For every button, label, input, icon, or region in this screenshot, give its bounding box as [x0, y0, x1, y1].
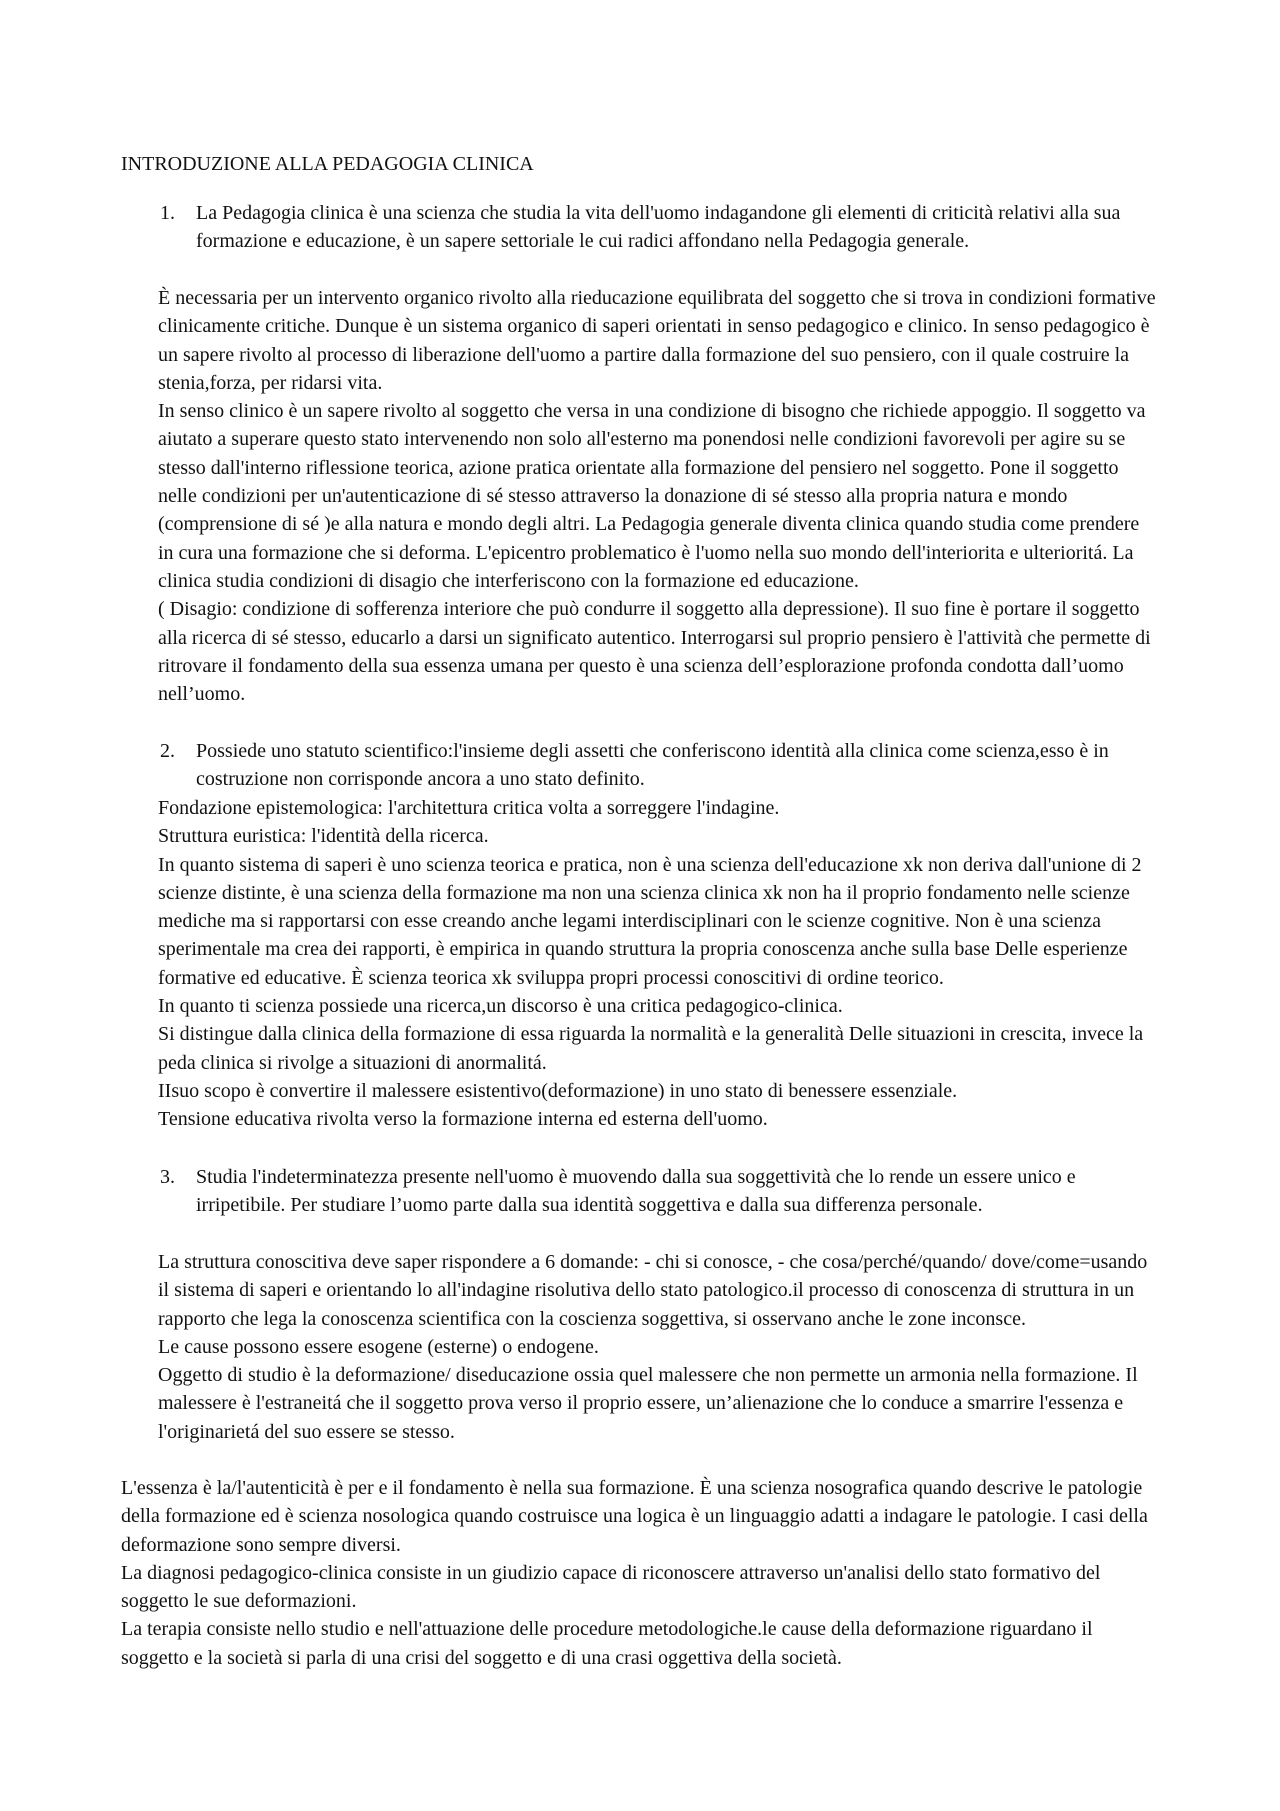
list-item-text: Studia l'indeterminatezza presente nell'uomo è muovendo dalla sua soggettività che lo rende un essere unico e irripetibile. Per studiare l’uomo parte dalla sua identità soggettiva e dalla sua differenza personale.	[196, 1166, 1076, 1217]
section-2-body	[158, 794, 1158, 1134]
paragraph: È necessaria per un intervento organico rivolto alla rieducazione equilibrata del soggetto che si trova in condizioni formative clinicamente critiche. Dunque è un sistema organico di saperi orientati in senso pedagogico e clinico. In senso pedagogico è un sapere rivolto al processo di liberazione dell'uomo a partire dalla formazione del suo pensiero, con il quale costruire la stenia,forza, per ridarsi vita.	[158, 287, 1156, 394]
list-item-number: 1.	[160, 202, 175, 224]
paragraph: La struttura conoscitiva deve saper rispondere a 6 domande: - chi si conosce, - che cosa/perché/quando/ dove/come=usando il sistema di saperi e orientando lo all'indagine risolutiva dello stato patologico.il processo di conoscenza di struttura in un rapporto che lega la conoscenza scientifica con la coscienza soggettiva, si osservano anche le zone inconsce.	[158, 1251, 1148, 1330]
paragraph: In quanto ti scienza possiede una ricerca,un discorso è una critica pedagogico-clinica.	[158, 995, 843, 1018]
paragraph: Tensione educativa rivolta verso la formazione interna ed esterna dell'uomo.	[158, 1108, 768, 1131]
paragraph: L'essenza è la/l'autenticità è per e il fondamento è nella sua formazione. È una scienza nosografica quando descrive le patologie della formazione ed è scienza nosologica quando costruisce una logica è un linguaggio adatti a indagare le patologie. I casi della deformazione sono sempre diversi.	[121, 1477, 1148, 1556]
section-3-body	[158, 1248, 1158, 1446]
paragraph: La diagnosi pedagogico-clinica consiste in un giudizio capace di riconoscere attraverso un'analisi dello stato formativo del soggetto le sue deformazioni.	[121, 1561, 1101, 1613]
paragraph: ( Disagio: condizione di sofferenza interiore che può condurre il soggetto alla depressione). Il suo fine è portare il soggetto alla ricerca di sé stesso, educarlo a darsi un significato autentico. Interrogarsi sul proprio pensiero è l'attività che permette di ritrovare il fondamento della sua essenza umana per questo è una scienza dell’esplorazione profonda condotta dall’uomo nell’uomo.	[158, 598, 1151, 706]
document-title: INTRODUZIONE ALLA PEDAGOGIA CLINICA	[121, 153, 534, 175]
paragraph: Fondazione epistemologica: l'architettura critica volta a sorreggere l'indagine.	[158, 797, 780, 819]
list-item-3	[160, 1163, 1156, 1220]
list-item-number: 2.	[160, 740, 175, 762]
paragraph: Struttura euristica: l'identità della ricerca.	[158, 825, 489, 848]
list-item-text: Possiede uno statuto scientifico:l'insieme degli assetti che conferiscono identità alla clinica come scienza,esso è in costruzione non corrisponde ancora a uno stato definito.	[196, 740, 1109, 791]
paragraph: La terapia consiste nello studio e nell'attuazione delle procedure metodologiche.le cause della deformazione riguardano il soggetto e la società si parla di una crisi del soggetto e di una crasi oggettiva della società.	[121, 1618, 1093, 1669]
list-item-1	[160, 199, 1156, 256]
paragraph: Oggetto di studio è la deformazione/ diseducazione ossia quel malessere che non permette un armonia nella formazione. Il malessere è l'estraneitá che il soggetto prova verso il proprio essere, un’alienazione che lo conduce a smarrire l'essenza e l'originarietá del suo essere se stesso.	[158, 1364, 1138, 1443]
list-item-text: La Pedagogia clinica è una scienza che studia la vita dell'uomo indagandone gli elementi di criticità relativi alla sua formazione e educazione, è un sapere settoriale le cui radici affondano nella Pedagogia generale.	[196, 202, 1121, 253]
closing-section	[121, 1474, 1161, 1672]
list-item-2	[160, 737, 1156, 794]
paragraph: Si distingue dalla clinica della formazione di essa riguarda la normalità e la generalità Delle situazioni in crescita, invece la peda clinica si rivolge a situazioni di anormalitá.	[158, 1023, 1144, 1074]
paragraph: In senso clinico è un sapere rivolto al soggetto che versa in una condizione di bisogno che richiede appoggio. Il soggetto va aiutato a superare questo stato intervenendo non solo all'esterno ma ponendosi nelle condizioni favorevoli per agire su se stesso dall'interno riflessione teorica, azione pratica orientate alla formazione del pensiero nel soggetto. Pone il soggetto nelle condizioni per un'autenticazione di sé stesso attraverso la donazione di sé stesso alla propria natura e mondo (comprensione di sé )e alla natura e mondo degli altri. La Pedagogia generale diventa clinica quando studia come prendere in cura una formazione che si deforma. L'epicentro problematico è l'uomo nella suo mondo dell'interiorita e ulterioritá. La clinica studia condizioni di disagio che interferiscono con la formazione ed educazione.	[158, 400, 1146, 592]
paragraph: IIsuo scopo è convertire il malessere esistentivo(deformazione) in uno stato di benessere essenziale.	[158, 1079, 958, 1102]
paragraph: Le cause possono essere esogene (esterne) o endogene.	[158, 1335, 599, 1358]
list-item-number: 3.	[160, 1166, 175, 1188]
section-1-body	[158, 284, 1158, 708]
paragraph: In quanto sistema di saperi è uno scienza teorica e pratica, non è una scienza dell'educazione xk non deriva dall'unione di 2 scienze distinte, è una scienza della formazione ma non una scienza clinica xk non ha il proprio fondamento nelle scienze mediche ma si rapportarsi con esse creando anche legami interdisciplinari con le scienze cognitive. Non è una scienza sperimentale ma crea dei rapporti, è empirica in quando struttura la propria conoscenza anche sulla base Delle esperienze formative ed educative. È scienza teorica xk sviluppa propri processi conoscitivi di ordine teorico.	[158, 853, 1142, 989]
